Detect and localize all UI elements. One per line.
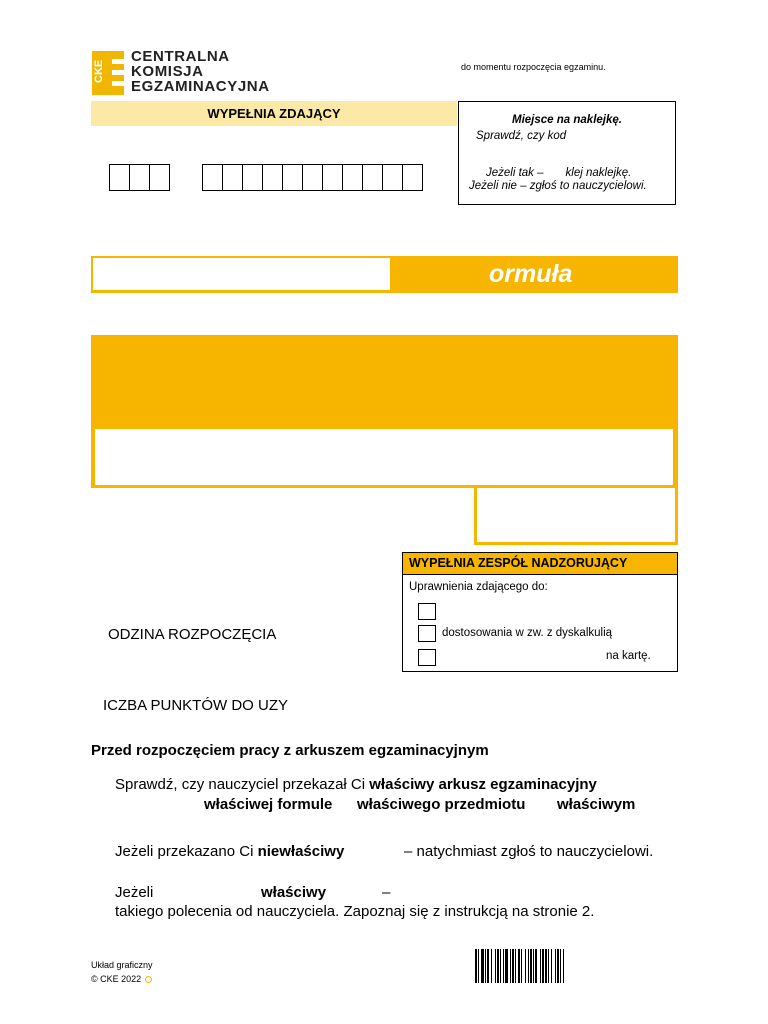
instruction-line-5: takiego polecenia od nauczyciela. Zapoznaj się z instrukcją na stronie 2.	[115, 903, 595, 920]
code-box[interactable]	[129, 164, 150, 191]
code-boxes-short	[110, 164, 170, 191]
logo-line-3: EGZAMINACYJNA	[131, 78, 270, 95]
instruction-4c: –	[382, 884, 391, 901]
zdajacy-title: WYPEŁNIA ZDAJĄCY	[207, 106, 341, 121]
instruction-1-plain: Sprawdź, czy nauczyciel przekazał Ci	[115, 776, 370, 793]
permission-checkbox-3[interactable]	[418, 649, 436, 666]
instruction-3-end: – natychmiast zgłoś to nauczycielowi.	[404, 843, 654, 860]
instruction-4a: Jeżeli	[115, 884, 154, 901]
formula-label: ormuła	[489, 260, 573, 288]
instructions-heading: Przed rozpoczęciem pracy z arkuszem egzaminacyjnym	[91, 742, 489, 759]
instruction-2b: właściwego przedmiotu	[357, 796, 526, 813]
instruction-3-bold: niewłaściwy	[257, 843, 345, 860]
cke-logo-mark	[92, 51, 124, 95]
instruction-2c: właściwym	[557, 796, 636, 813]
code-box[interactable]	[282, 164, 303, 191]
code-box[interactable]	[242, 164, 263, 191]
sticker-line-2	[486, 167, 631, 179]
sticker-area	[458, 101, 676, 205]
max-points-label: ICZBA PUNKTÓW DO UZY	[103, 697, 289, 714]
sticker-line-3: Jeżeli nie – zgłoś to nauczycielowi.	[469, 180, 647, 192]
barcode	[475, 949, 676, 983]
cke-logo-text	[131, 49, 270, 94]
code-box[interactable]	[222, 164, 243, 191]
permission-checkbox-2[interactable]	[418, 625, 436, 642]
code-box[interactable]	[322, 164, 343, 191]
instruction-4b: właściwy	[261, 884, 327, 901]
subject-date-field	[474, 488, 678, 545]
start-time-label: ODZINA ROZPOCZĘCIA	[108, 626, 277, 643]
footer-dot-icon	[145, 976, 152, 983]
subject-field	[95, 429, 673, 485]
code-box[interactable]	[302, 164, 323, 191]
footer-line-2: © CKE 2022	[91, 974, 142, 984]
instruction-2a: właściwej formule	[204, 796, 333, 813]
code-box[interactable]	[202, 164, 223, 191]
instruction-1-bold: właściwy arkusz egzaminacyjny	[369, 776, 597, 793]
code-box[interactable]	[109, 164, 130, 191]
permission-checkbox-1[interactable]	[418, 603, 436, 620]
footer	[91, 958, 153, 986]
formula-field	[93, 258, 390, 290]
sticker-line-2b: klej naklejkę.	[565, 167, 632, 179]
permission-label-3: na kartę.	[606, 650, 651, 662]
code-box[interactable]	[149, 164, 170, 191]
code-box[interactable]	[342, 164, 363, 191]
instruction-line-1	[115, 776, 597, 793]
code-box[interactable]	[362, 164, 383, 191]
nadzorujacy-title: WYPEŁNIA ZESPÓŁ NADZORUJĄCY	[403, 553, 677, 575]
logo-line-2: KOMISJA	[131, 63, 204, 80]
logo-line-1: CENTRALNA	[131, 48, 230, 65]
code-boxes-long	[203, 164, 423, 191]
sticker-title: Miejsce na naklejkę.	[512, 114, 622, 126]
code-box[interactable]	[382, 164, 403, 191]
nadzorujacy-panel	[402, 552, 678, 672]
instruction-3-plain: Jeżeli przekazano Ci	[115, 843, 258, 860]
footer-line-1: Układ graficzny	[91, 960, 153, 970]
nadzorujacy-subtitle: Uprawnienia zdającego do:	[409, 581, 548, 593]
code-box[interactable]	[402, 164, 423, 191]
permission-label-2: dostosowania w zw. z dyskalkulią	[442, 627, 613, 639]
sticker-line-2a: Jeżeli tak –	[486, 167, 544, 179]
code-box[interactable]	[262, 164, 283, 191]
logo-mark-text: CKE	[93, 59, 105, 83]
sticker-line-1: Sprawdź, czy kod	[476, 130, 567, 142]
instruction-line-3	[115, 843, 344, 860]
top-note: do momentu rozpoczęcia egzaminu.	[461, 62, 606, 72]
